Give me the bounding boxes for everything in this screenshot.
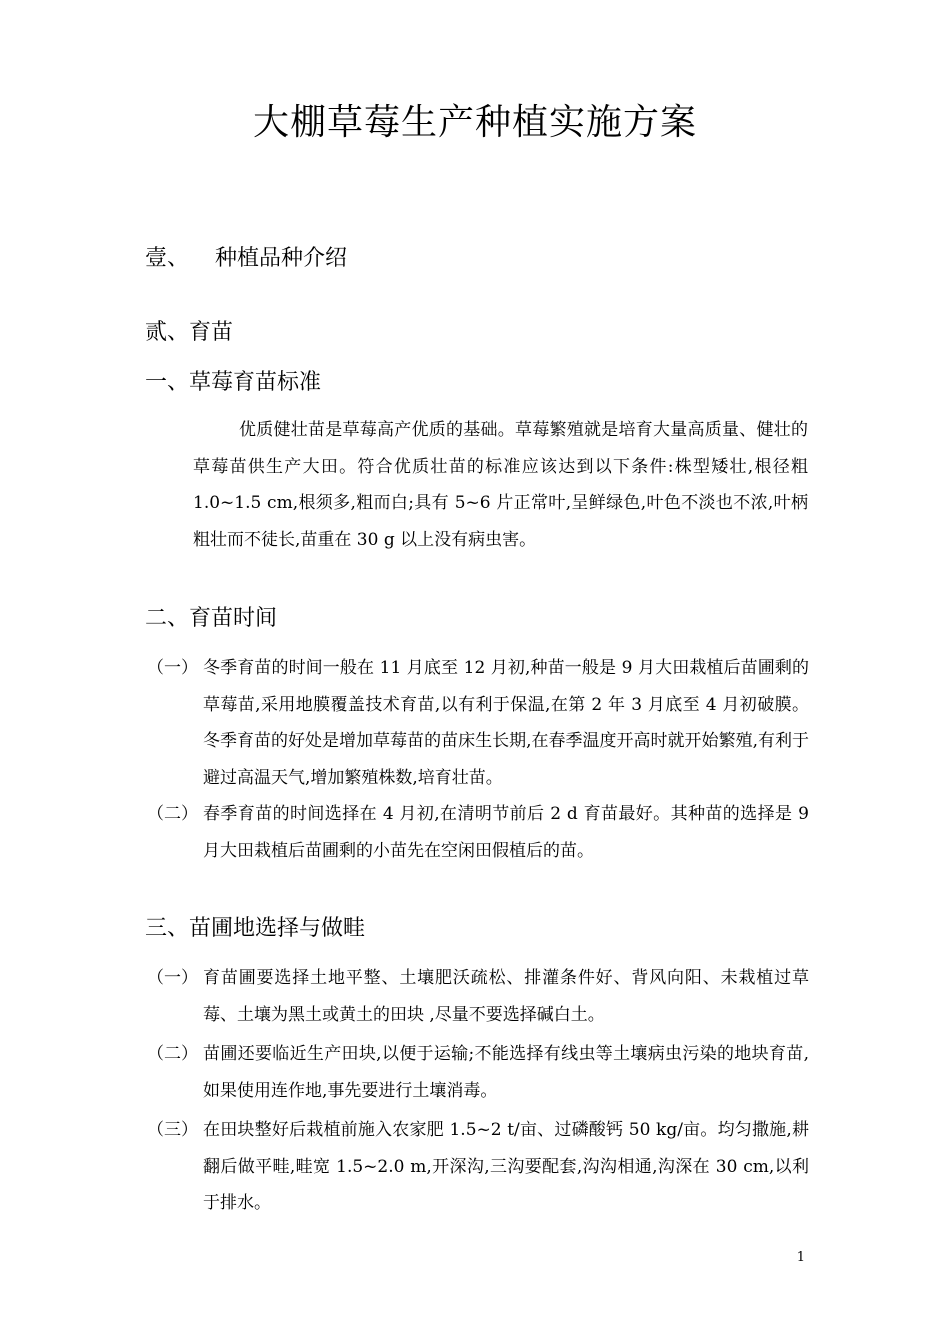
section-heading-seedling-standard: 一、草莓育苗标准	[145, 370, 322, 395]
list-item	[147, 1112, 809, 1222]
section-number: 壹、	[145, 246, 190, 271]
seedling-standard-paragraph: 优质健壮苗是草莓高产优质的基础。草莓繁殖就是培育大量高质量、健壮的草莓苗供生产大田。符合优质壮苗的标准应该达到以下条件:株型矮壮,根径粗 1.0~1.5 cm,根须多,粗而白;具有 5~6 片正常叶,呈鲜绿色,叶色不淡也不浓,叶柄粗壮而不徒长,苗重在 30 g 以上没有病虫害。	[193, 420, 808, 550]
section-label: 种植品种介绍	[215, 246, 348, 271]
list-item	[147, 1036, 809, 1109]
list-item-number: （二）	[147, 1044, 198, 1064]
list-item-number: （二）	[147, 804, 198, 824]
list-item	[147, 650, 809, 796]
section-heading-variety	[145, 244, 347, 274]
list-item-text: 苗圃还要临近生产田块,以便于运输;不能选择有线虫等土壤病虫污染的地块育苗,如果使用连作地,事先要进行土壤消毒。	[203, 1044, 809, 1101]
section-heading-seedling: 贰、育苗	[145, 320, 234, 345]
section-heading-seedling-time: 二、育苗时间	[145, 606, 278, 631]
list-item	[147, 960, 809, 1033]
list-item-number: （一）	[147, 968, 198, 988]
document-title: 大棚草莓生产种植实施方案	[252, 102, 697, 143]
list-item-number: （一）	[147, 658, 198, 678]
list-item	[147, 796, 809, 869]
list-item-number: （三）	[147, 1120, 198, 1140]
page-number: 1	[796, 1250, 805, 1265]
list-item-text: 冬季育苗的时间一般在 11 月底至 12 月初,种苗一般是 9 月大田栽植后苗圃剩的草莓苗,采用地膜覆盖技术育苗,以有利于保温,在第 2 年 3 月底至 4 月初破膜。冬季育苗的好处是增加草莓苗的苗床生长期,在春季温度开高时就开始繁殖,有利于避过高温天气,增加繁殖株数,培育壮苗。	[203, 658, 809, 788]
list-item-text: 在田块整好后栽植前施入农家肥 1.5~2 t/亩、过磷酸钙 50 kg/亩。均匀撒施,耕翻后做平畦,畦宽 1.5~2.0 m,开深沟,三沟要配套,沟沟相通,沟深在 30 cm,以利于排水。	[203, 1120, 809, 1213]
list-item-text: 春季育苗的时间选择在 4 月初,在清明节前后 2 d 育苗最好。其种苗的选择是 9 月大田栽植后苗圃剩的小苗先在空闲田假植后的苗。	[203, 804, 809, 861]
list-item-text: 育苗圃要选择土地平整、土壤肥沃疏松、排灌条件好、背风向阳、未栽植过草莓、土壤为黑土或黄土的田块 ,尽量不要选择碱白土。	[203, 968, 809, 1025]
section-heading-nursery-selection: 三、苗圃地选择与做畦	[145, 916, 366, 941]
